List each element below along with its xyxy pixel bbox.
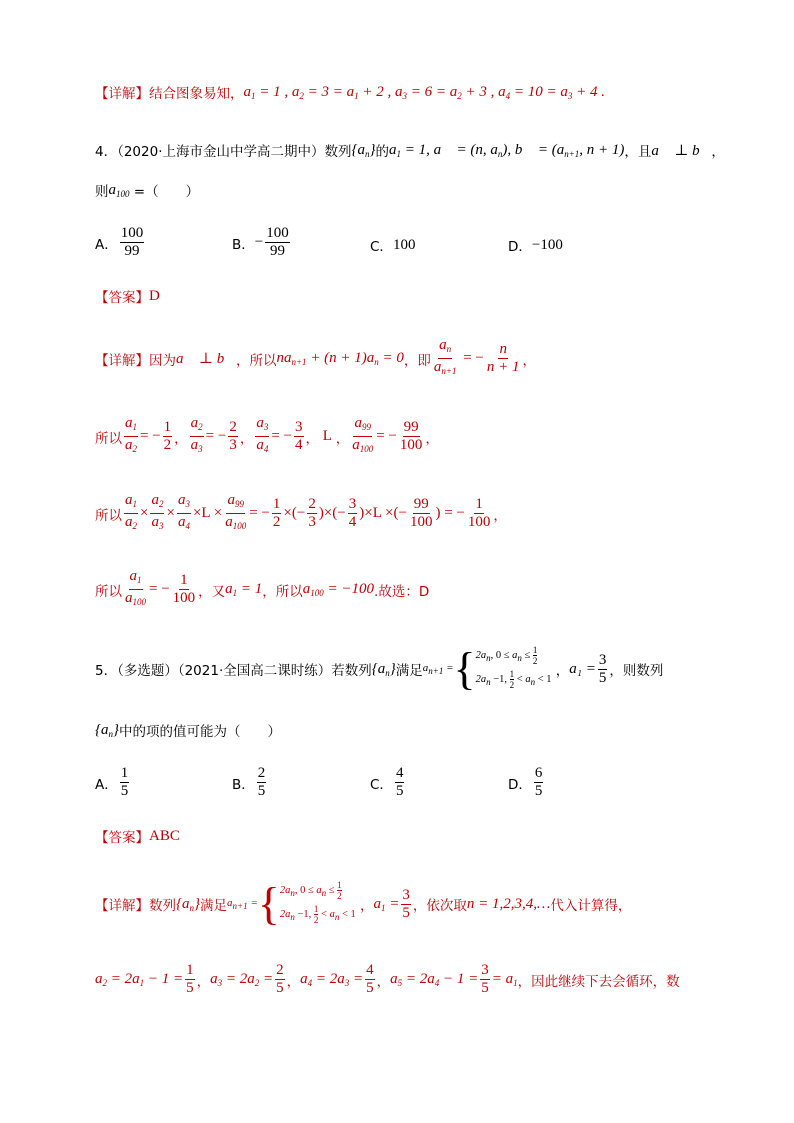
ratio-fraction: $\frac{n}{n + 1}$	[486, 341, 520, 375]
sign: −	[254, 234, 264, 250]
detail-text: ，即	[403, 352, 431, 369]
detail-text: 数列	[149, 898, 176, 914]
option-c[interactable]	[370, 235, 415, 255]
stem-text: 满足	[395, 663, 423, 679]
stem-text: 则	[95, 184, 109, 200]
detail-text: 所以	[95, 430, 122, 447]
question-4-ask	[95, 180, 199, 200]
detail-text: ，因此继续下去会循环，数	[517, 973, 680, 990]
detail-text: .故选：D	[374, 583, 430, 600]
relation: $na_{n+1} + (n + 1)a_n = 0$	[276, 350, 404, 367]
detail-text: 所以	[95, 507, 122, 524]
stem-text: 的	[375, 144, 389, 160]
question-4-label: 4．（2020·上海市金山中学高二期中）数列	[95, 144, 352, 160]
stem-text: ，	[711, 144, 725, 160]
question-5-ask	[95, 720, 281, 740]
option-value: 100	[392, 236, 416, 253]
option-key: B．	[232, 776, 255, 793]
detail-tag: 【详解】	[95, 86, 149, 102]
blank: =（ ）	[129, 184, 200, 200]
option-b[interactable]	[232, 225, 292, 260]
a1-eq: $a_1 = 1$	[225, 581, 263, 598]
a100-eq: $a_{100} = -100$	[302, 581, 375, 598]
detail-line-prev	[95, 82, 605, 102]
detail-text: 依次取	[426, 898, 467, 914]
option-key: D．	[508, 239, 532, 255]
detail-text: ，所以	[262, 583, 303, 600]
n-values: n = 1,2,3,4,…	[466, 895, 551, 912]
answer-value: ABC	[149, 827, 180, 844]
option-value: −100	[531, 236, 563, 253]
a100-ask: $a_{100}$	[108, 181, 130, 199]
detail-text: 满足	[200, 898, 227, 914]
piecewise-cases: $2a_n$, $0 \le a_n$ ≤ $\frac{1}{2}$ $2a_n -1$, $\frac{1}{2}$ < $a_n < 1$	[475, 645, 552, 691]
detail-text: 结合图象易知，	[149, 86, 244, 102]
option-key: B．	[232, 236, 255, 253]
answer-tag: 【答案】	[95, 290, 149, 306]
given-vectors: $a_1 = 1$, a⃗ = (n, $a_n$), b⃗ = ($a_{n+1}$, n + 1)	[389, 141, 625, 159]
perp: a⃗ ⊥ b⃗	[176, 351, 236, 367]
fraction: $\frac{100}{99}$	[266, 225, 289, 259]
stem-text: 中的项的值可能为（ ）	[119, 724, 281, 740]
option-key: D．	[508, 776, 532, 793]
perp-condition: a⃗ ⊥ b⃗	[651, 142, 712, 159]
detail-text: 因为	[149, 352, 176, 369]
answer-value: D	[149, 287, 160, 304]
option-a[interactable]	[95, 225, 146, 260]
seq-an: $\{a_n\}$	[351, 141, 376, 159]
option-key: C．	[370, 776, 393, 793]
detail-tag: 【详解】	[95, 352, 149, 369]
option-d[interactable]: D． $\frac{6}{5}$	[508, 765, 543, 799]
detail-4-line-3: 所以 $\frac{a_1}{a_2}$ × $\frac{a_2}{a_3}$ × $\frac{a_3}{a_4}$ ×L × $\frac{a_{99}}{a_{100}}$ = − $\frac{1}{2}$ ×(− $\frac{2}{3}$ )×(− $\frac{3}{4}$ )×L ×(− $\frac{99}{100}$ ) = − $\frac{1}{100}$ ，	[95, 492, 507, 531]
question-5-label: 5．（多选题）（2021·全国高二课时练）若数列	[95, 663, 372, 679]
detail-tag: 【详解】	[95, 898, 149, 914]
stem-text: ，则数列	[609, 663, 664, 679]
a1-label: a₁ =	[569, 660, 596, 677]
detail-text: ，又	[198, 583, 226, 600]
option-b[interactable]: B． $\frac{2}{5}$	[232, 765, 266, 799]
question-4-stem	[95, 140, 725, 160]
piecewise-brace: {	[453, 643, 476, 694]
answer-tag: 【答案】	[95, 830, 149, 846]
seq-an: $\{a_n\}$	[95, 721, 119, 739]
detail-5-line-1: 【详解】 数列 $\{a_n\}$ 满足 $a_{n+1}$ = { $2a_n$, $0 \le a_n$ ≤ $\frac{1}{2}$ $2a_n -1$, $\frac{1}{2}$ < $a_n < 1$ ， $a_1$ = $\frac{3}{5}$ ， 依次取 n = 1,2,3,4,… 代入计算得，	[95, 878, 632, 929]
seq-an: $\{a_n\}$	[371, 660, 396, 678]
option-d[interactable]	[508, 235, 563, 255]
option-key: C．	[370, 239, 393, 255]
fraction: $\frac{100}{99}$	[120, 225, 144, 259]
detail-4-line-4: 所以 $\frac{a_1}{a_{100}}$ = − $\frac{1}{100}$ ，又 $a_1 = 1$ ，所以 $a_{100} = -100$ .故选：D	[95, 568, 430, 607]
answer-line-4	[95, 286, 160, 306]
detail-4-line-1: 【详解】 因为 a⃗ ⊥ b⃗ ，所以 $na_{n+1} + (n + 1)a_n = 0$ ，即 $\frac{a_n}{a_{n+1}}$ = − $\frac{n}{n + 1}$ ，	[95, 337, 536, 380]
answer-line-5	[95, 826, 180, 846]
option-key: A．	[95, 236, 118, 253]
ratio-fraction: $\frac{a_n}{a_{n+1}}$	[433, 337, 457, 376]
question-5-stem: 5．（多选题）（2021·全国高二课时练）若数列 $\{a_n\}$ 满足 $a_{n+1}$ = { $2a_n$, $0 \le a_n$ ≤ $\frac{1}{2}$ $2a_n -1$, $\frac{1}{2}$ < $a_n < 1$ ， a₁ = $\frac{3}{5}$ ，则数列	[95, 643, 664, 694]
stem-text: ，且	[624, 144, 652, 160]
detail-text: 代入计算得，	[550, 898, 632, 914]
option-key: A．	[95, 776, 118, 793]
detail-equation: $a_1 = 1$ , $a_2 = 3 = a_1 + 2$ , $a_3 = 6 = a_2 + 3$ , $a_4 = 10 = a_3 + 4$ .	[243, 83, 605, 101]
option-a[interactable]: A． $\frac{1}{5}$	[95, 765, 129, 799]
option-c[interactable]: C． $\frac{4}{5}$	[370, 765, 404, 799]
detail-4-line-2: 所以 $\frac{a_1}{a_2}$ = − $\frac{1}{2}$ ， $\frac{a_2}{a_3}$ = − $\frac{2}{3}$ ， $\frac{a_3}{a_4}$ = − $\frac{3}{4}$ ， L ， $\frac{a_{99}}{a_{100}}$ = − $\frac{99}{100}$ ，	[95, 415, 439, 454]
detail-text: ，所以	[235, 352, 277, 369]
detail-5-line-2: $a_2 = 2a_1 - 1$ = $\frac{1}{5}$ ， $a_3 = 2a_2$ = $\frac{2}{5}$ ， $a_4 = 2a_3$ = $\frac{4}{5}$ ， $a_5 = 2a_4 - 1$ = $\frac{3}{5}$ = $a_1$ ，因此继续下去会循环，数	[95, 962, 680, 996]
detail-text: 所以	[95, 583, 122, 600]
